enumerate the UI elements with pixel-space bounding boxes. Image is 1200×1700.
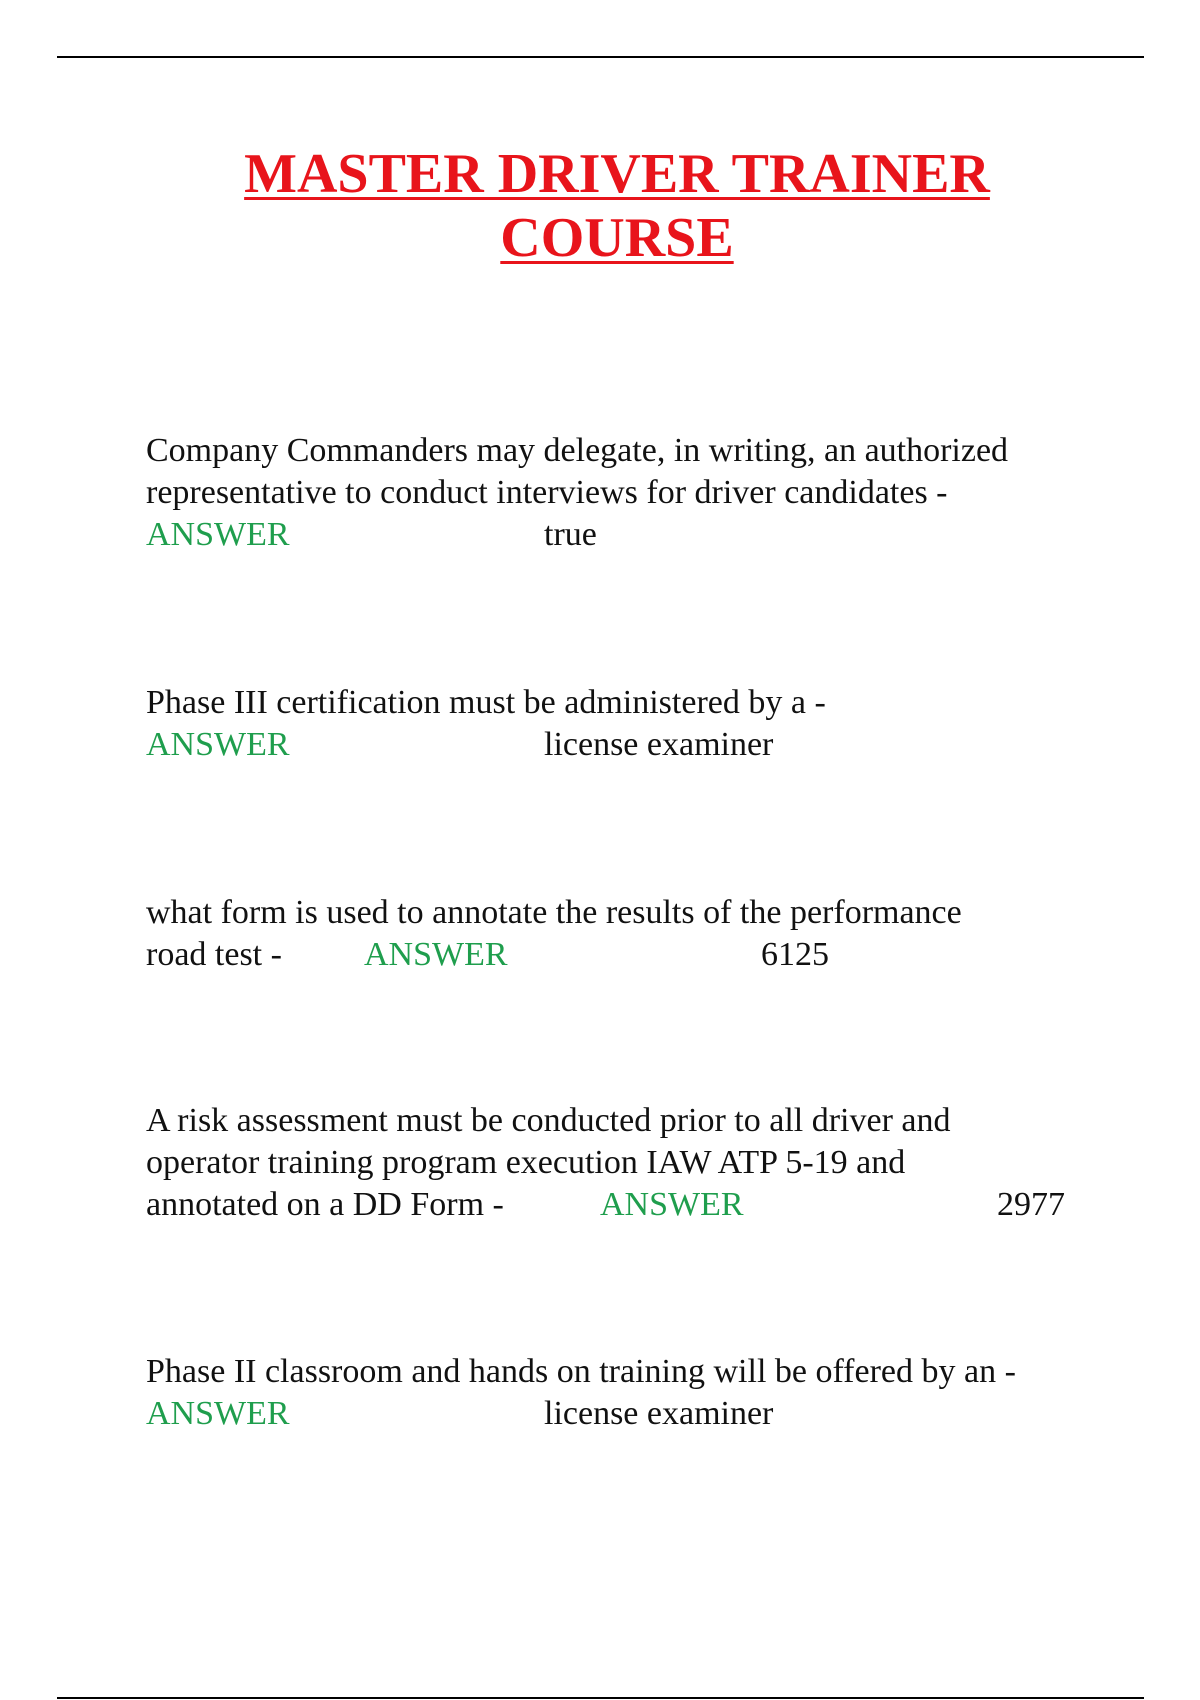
answer-label: ANSWER bbox=[364, 936, 508, 973]
answer-label: ANSWER bbox=[146, 726, 290, 763]
question-line: representative to conduct interviews for driver candidates - bbox=[146, 474, 948, 511]
answer-value: license examiner bbox=[544, 726, 774, 763]
question-line: road test - bbox=[146, 936, 282, 973]
question-line: what form is used to annotate the results of the performance bbox=[146, 894, 962, 931]
answer-label: ANSWER bbox=[146, 1395, 290, 1432]
qa-item-2 bbox=[146, 682, 1106, 766]
question-line: Phase III certification must be administered by a - bbox=[146, 684, 826, 721]
question-line: Phase II classroom and hands on training will be offered by an - bbox=[146, 1353, 1016, 1390]
top-rule bbox=[57, 56, 1144, 58]
answer-line bbox=[146, 1184, 1106, 1226]
page-title-line-1: MASTER DRIVER TRAINER bbox=[244, 143, 990, 205]
question-line: A risk assessment must be conducted prior to all driver and bbox=[146, 1102, 951, 1139]
qa-item-3 bbox=[146, 892, 1106, 976]
answer-line bbox=[146, 514, 1106, 556]
answer-value: 6125 bbox=[761, 936, 829, 973]
answer-label: ANSWER bbox=[146, 516, 290, 553]
answer-line bbox=[146, 724, 1106, 766]
bottom-rule bbox=[57, 1697, 1144, 1699]
answer-line bbox=[146, 934, 1106, 976]
qa-item-1 bbox=[146, 430, 1106, 556]
answer-value: true bbox=[544, 516, 597, 553]
qa-item-5 bbox=[146, 1351, 1106, 1435]
answer-value: 2977 bbox=[997, 1186, 1065, 1223]
page-title-line-2: COURSE bbox=[500, 207, 734, 269]
question-line: Company Commanders may delegate, in writing, an authorized bbox=[146, 432, 1009, 469]
page-title bbox=[0, 142, 1200, 270]
qa-item-4 bbox=[146, 1100, 1106, 1226]
question-line: annotated on a DD Form - bbox=[146, 1186, 504, 1223]
answer-value: license examiner bbox=[544, 1395, 774, 1432]
answer-label: ANSWER bbox=[600, 1186, 744, 1223]
answer-line bbox=[146, 1393, 1106, 1435]
question-line: operator training program execution IAW ATP 5-19 and bbox=[146, 1144, 906, 1181]
